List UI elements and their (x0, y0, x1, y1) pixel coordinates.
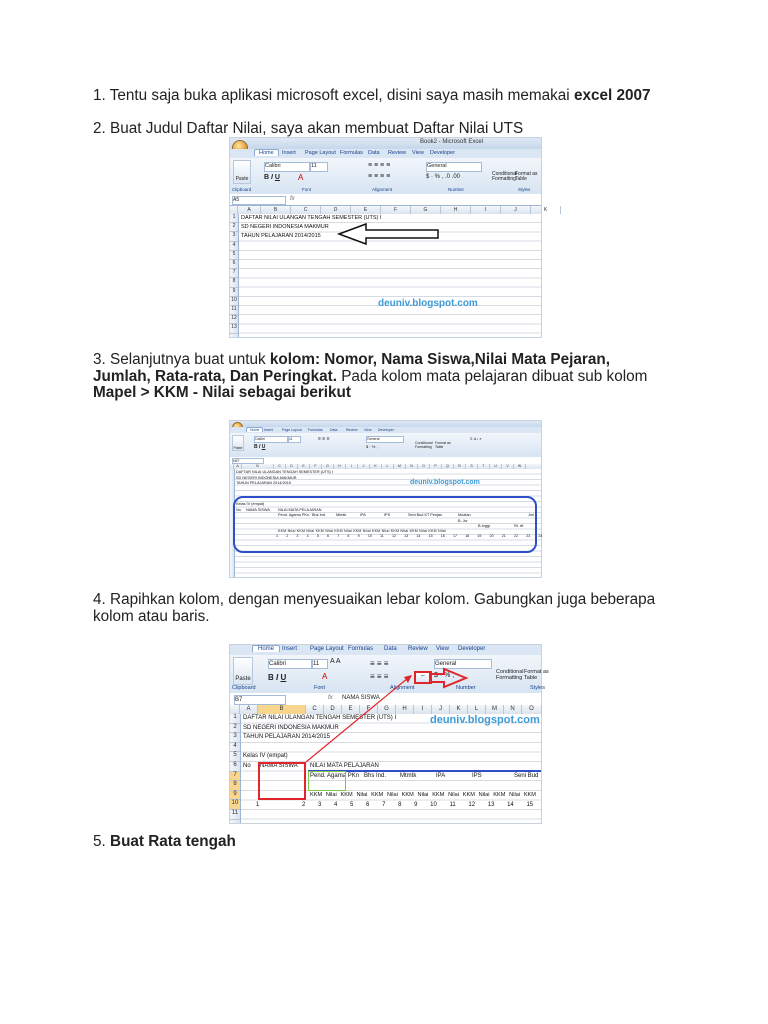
paste-button[interactable]: Paste (232, 435, 244, 451)
step-1-bold: excel 2007 (573, 87, 651, 104)
cell-bhs-ind[interactable]: Bhs Ind. (312, 513, 326, 517)
step-3-bold-1: kolom: Nomor, Nama Siswa,Nilai Mata Pejaran, Jumlah, Rata-rata, Dan Peringkat. (93, 351, 610, 385)
tab-review[interactable]: Review (346, 428, 358, 432)
arrow-icon (338, 223, 440, 245)
step-5-bold: Buat Rata tengah (110, 833, 236, 850)
cell-number-row[interactable]: 1 2 3 4 5 6 7 8 9 10 11 12 13 14 15 16 17 18 19 20 21 22 23 24 (276, 534, 543, 538)
step-2: 2. Buat Judul Daftar Nilai, saya akan membuat Daftar Nilai UTS (93, 120, 524, 137)
cell-kelas[interactable]: Kelas IV (empat) (236, 502, 265, 506)
tab-data[interactable]: Data (384, 646, 397, 652)
font-color-icon[interactable]: A (322, 672, 328, 681)
excel-screenshot-3: Home Insert Page Layout Formulas Data Review View Developer Paste Calibri 11 A A B I U A ≡ ≡ ≡ ≡ ≡ ≡ ⇔ General $ · % , Conditional Formatting Format as Table Clipboard Font Alignment Number Styles B7 fx NAMA SISWA A B C D E F G H I J K L M N O 1 2 3 4 5 6 7 8 9 10 11 DAFTAR NILAI ULANGAN TENGAH SEMESTER (UTS) I SD NEGERI INDONESIA MAKMUR TAHUN PELAJARAN 2014/2015 deuniv.blogspot.com Kelas IV (empat) No NAMA SISWA NILAI MATA PELAJARAN Pend. Agama PKn Bhs Ind. Mtmtk IPA IPS Seni Bud KKM Nilai KKM Nilai KKM Nilai KKM Nilai KKM Nilai KKM Nilai KKM Nilai KKM 1 2 3 4 5 6 7 8 9 10 11 12 13 14 15 (229, 644, 542, 824)
column-headers: A B C D E F G H I J K L M N O P Q R S T U V W (230, 464, 541, 470)
window-title: Book2 - Microsoft Excel (420, 139, 484, 145)
name-box[interactable]: A5 (232, 196, 286, 205)
align-icons-2[interactable]: ≡ ≡ ≡ ≡ (368, 173, 391, 180)
tab-insert[interactable]: Insert (282, 150, 296, 156)
col-header[interactable]: H (441, 206, 471, 214)
group-font: Font (302, 187, 312, 192)
cell-ipa[interactable]: IPA (436, 772, 446, 779)
tab-view[interactable]: View (412, 150, 424, 156)
col-header[interactable]: A (238, 206, 261, 214)
merge-center-button[interactable]: ⇔ (414, 671, 432, 684)
cell-pend-agama[interactable]: Pend. Agama PKn (310, 772, 360, 779)
currency-icons[interactable]: $ · % , .0 .00 (426, 174, 461, 180)
paste-button[interactable]: Paste (233, 657, 253, 685)
step-5: 5. Buat Rata tengah (93, 833, 236, 850)
align-icons[interactable]: ≡ ≡ ≡ (318, 436, 330, 442)
format-as-table-button[interactable]: Format as Table (524, 669, 549, 681)
format-as-table-button[interactable]: Format as Table (435, 441, 451, 449)
tab-formulas[interactable]: Formulas (308, 428, 323, 432)
cell-title-2[interactable]: SD NEGERI INDONESIA MAKMUR (236, 475, 297, 480)
align-icons[interactable]: ≡ ≡ ≡ (370, 659, 389, 668)
formula-input[interactable]: NAMA SISWA (342, 695, 380, 701)
tab-developer[interactable]: Developer (378, 428, 394, 432)
name-box[interactable]: B7 (234, 695, 286, 705)
cell-title-1[interactable]: DAFTAR NILAI ULANGAN TENGAH SEMESTER (UTS) I (236, 470, 333, 474)
group-styles: Styles (530, 685, 545, 691)
grow-font-icon[interactable]: A A (330, 658, 341, 665)
group-clipboard: Clipboard (232, 187, 252, 192)
cell-binggr[interactable]: B.Inggr (478, 524, 491, 528)
cell-kkm-nilai-row[interactable]: KKM Nilai KKM Nilai KKM Nilai KKM Nilai KKM Nilai KKM Nilai KKM Nilai KKM Nilai KKM Nilai (278, 529, 446, 533)
bold-button[interactable]: B I U (268, 673, 287, 682)
tab-insert[interactable]: Insert (282, 646, 298, 652)
group-alignment: Alignment (372, 187, 393, 192)
cell-row11[interactable]: 1 (256, 801, 260, 808)
bold-button[interactable]: B I U (264, 174, 280, 181)
fx-icon: fx (290, 196, 295, 202)
format-as-table-button[interactable]: Format as Table (515, 171, 538, 182)
fx-icon: fx (328, 695, 333, 701)
tab-home[interactable]: Home (252, 645, 280, 652)
tab-page-layout[interactable]: Page Layout (305, 150, 336, 156)
tab-home[interactable]: Home (254, 149, 279, 156)
step-4: 4. Rapihkan kolom, dengan menyesuaikan lebar kolom. Gabungkan juga beberapa kolom atau baris. (93, 591, 656, 625)
col-header[interactable]: B (261, 206, 291, 214)
tab-review[interactable]: Review (408, 646, 428, 652)
tab-formulas[interactable]: Formulas (340, 150, 363, 156)
cell-title-3[interactable]: TAHUN PELAJARAN 2014/2015 (241, 233, 321, 239)
step-1: 1. Tentu saja buka aplikasi microsoft excel, disini saya masih memakai excel 2007 (93, 87, 651, 104)
tab-data[interactable]: Data (368, 150, 380, 156)
col-header[interactable]: F (381, 206, 411, 214)
cell-bhs-ind[interactable]: Bhs Ind. (364, 772, 387, 779)
cell-kkm-nilai-row[interactable]: KKM Nilai KKM Nilai KKM Nilai KKM Nilai KKM Nilai KKM Nilai KKM Nilai KKM (310, 792, 536, 798)
bold-button[interactable]: B I U (254, 444, 266, 450)
cell-nama[interactable]: NAMA SISWA (246, 508, 270, 512)
tab-developer[interactable]: Developer (430, 150, 456, 156)
cell-title-1[interactable]: DAFTAR NILAI ULANGAN TENGAH SEMESTER (UTS) I (241, 215, 382, 221)
name-box[interactable]: H67 (232, 458, 264, 464)
col-header[interactable]: I (471, 206, 501, 214)
cell-ipa[interactable]: IPA (360, 513, 366, 517)
cell-title-2[interactable]: SD NEGERI INDONESIA MAKMUR (243, 724, 339, 731)
group-alignment: Alignment (390, 685, 415, 691)
align-icons-2[interactable]: ≡ ≡ ≡ (370, 672, 389, 681)
cell-mtmtk[interactable]: Mtmtk (336, 513, 347, 517)
group-clipboard: Clipboard (232, 685, 256, 691)
cell-title-2[interactable]: SD NEGERI INDONESIA MAKMUR (241, 224, 329, 230)
font-name-select[interactable]: Calibri (264, 162, 310, 172)
cell-pend-agama[interactable]: Pend. Agama PKn (278, 513, 310, 517)
group-number: Number (456, 685, 476, 691)
tab-home[interactable]: Home (246, 427, 263, 432)
col-header[interactable]: K (531, 206, 561, 214)
number-format-select[interactable]: General (366, 436, 404, 443)
cell-nilai-mapel[interactable]: NILAI MATA PELAJARAN (310, 763, 379, 769)
group-font: Font (314, 685, 326, 691)
tab-review[interactable]: Review (388, 150, 407, 156)
conditional-formatting-button[interactable]: Conditional Formatting (415, 441, 433, 449)
tab-insert[interactable]: Insert (264, 428, 273, 432)
font-size-select[interactable]: 11 (288, 436, 301, 443)
cell-seni[interactable]: Seni Bud (514, 772, 539, 779)
group-number: Number (448, 187, 465, 192)
font-size-select[interactable]: 11 (310, 162, 328, 172)
col-header[interactable]: G (411, 206, 441, 214)
cell-ips[interactable]: IPS (384, 513, 391, 517)
cell-title-3[interactable]: TAHUN PELAJARAN 2014/2015 (236, 481, 292, 485)
paste-button[interactable]: Paste (233, 160, 251, 184)
step-3: 3. Selanjutnya buat untuk kolom: Nomor, Nama Siswa,Nilai Mata Pejaran, Jumlah, Rata-rata, Dan Peringkat. Pada kolom mata pelajaran dibuat sub kolom Mapel > KKM - Nilai sebagai berikut (93, 351, 648, 401)
highlight-ellipse (233, 496, 537, 553)
insert-delete-format[interactable]: Σ A↓ ⌕ (470, 436, 482, 441)
cell-jml[interactable]: Jml (528, 513, 534, 517)
tab-page-layout[interactable]: Page Layout (282, 428, 302, 432)
font-name-select[interactable]: Calibri (254, 436, 288, 443)
number-format-select[interactable]: General (426, 162, 482, 172)
cell-bjw[interactable]: B. Jw (458, 519, 468, 523)
col-header[interactable]: C (291, 206, 321, 214)
cell-nama[interactable]: NAMA SISWA (260, 763, 298, 769)
currency-icons[interactable]: $ · % , (434, 672, 455, 679)
tab-formulas[interactable]: Formulas (348, 646, 374, 652)
watermark: deuniv.blogspot.com (430, 714, 540, 726)
tab-data[interactable]: Data (330, 428, 338, 432)
align-icons[interactable]: ≡ ≡ ≡ ≡ (368, 162, 391, 169)
watermark: deuniv.blogspot.com (378, 298, 478, 309)
cell-mtmtk[interactable]: Mtmtk (400, 772, 417, 779)
cell-kelas[interactable]: Kelas IV (empat) (243, 753, 288, 760)
tab-developer[interactable]: Developer (458, 646, 486, 652)
excel-screenshot-1: Book2 - Microsoft Excel Home Insert Page Layout Formulas Data Review View Developer Paste Calibri 11 B I U A ≡ ≡ ≡ ≡ ≡ ≡ ≡ ≡ General $ · % , .0 .00 Conditional Formatting Format as Table Clipboard Font Alignment Number Styles A5 fx A B C D E F G H I J K 1 2 3 4 5 6 7 8 9 10 11 12 13 DAFTAR NILAI ULANGAN TENGAH SEMESTER (UTS) I SD NEGERI INDONESIA MAKMUR TAHUN PELAJARAN 2014/2015 deuniv.blogspot.com (229, 137, 542, 338)
col-header[interactable]: J (501, 206, 531, 214)
cell-seni[interactable]: Seni Bud KT Penjas (408, 513, 442, 517)
cell-muatan[interactable]: Muatan (458, 513, 471, 517)
cell-rt[interactable]: Rt. rtt (514, 524, 524, 528)
excel-screenshot-2 (229, 420, 542, 578)
font-name-select[interactable]: Calibri (268, 659, 312, 669)
cell-row11[interactable]: 2 (302, 801, 306, 808)
tab-view[interactable]: View (436, 646, 449, 652)
cell-nilai-mapel[interactable]: NILAI MATA PELAJARAN (278, 508, 322, 512)
cell-no[interactable]: No (236, 508, 241, 512)
tab-page-layout[interactable]: Page Layout (310, 646, 344, 652)
red-pointer-arrow (230, 645, 541, 823)
cell-title-1[interactable]: DAFTAR NILAI ULANGAN TENGAH SEMESTER (UTS) I (243, 715, 397, 721)
col-header[interactable]: D (321, 206, 351, 214)
font-size-select[interactable]: 11 (312, 659, 328, 669)
step-3-bold-2: Mapel > KKM - Nilai sebagai berikut (93, 384, 351, 401)
group-styles: Styles (518, 187, 531, 192)
cell-ips[interactable]: IPS (472, 772, 482, 779)
col-header[interactable]: E (351, 206, 381, 214)
watermark: deuniv.blogspot.com (410, 479, 480, 486)
cell-no[interactable]: No (243, 763, 251, 769)
conditional-formatting-button[interactable]: Conditional Formatting (492, 171, 518, 182)
font-color-icon[interactable]: A (298, 173, 304, 182)
cell-row11-rest[interactable]: 3 4 5 6 7 8 9 10 11 12 13 14 15 (318, 801, 534, 808)
cell-title-3[interactable]: TAHUN PELAJARAN 2014/2015 (243, 734, 330, 741)
conditional-formatting-button[interactable]: Conditional Formatting (496, 669, 524, 681)
currency-icons[interactable]: $ · % , (366, 444, 378, 449)
tab-view[interactable]: View (364, 428, 372, 432)
number-format-select[interactable]: General (434, 659, 492, 669)
